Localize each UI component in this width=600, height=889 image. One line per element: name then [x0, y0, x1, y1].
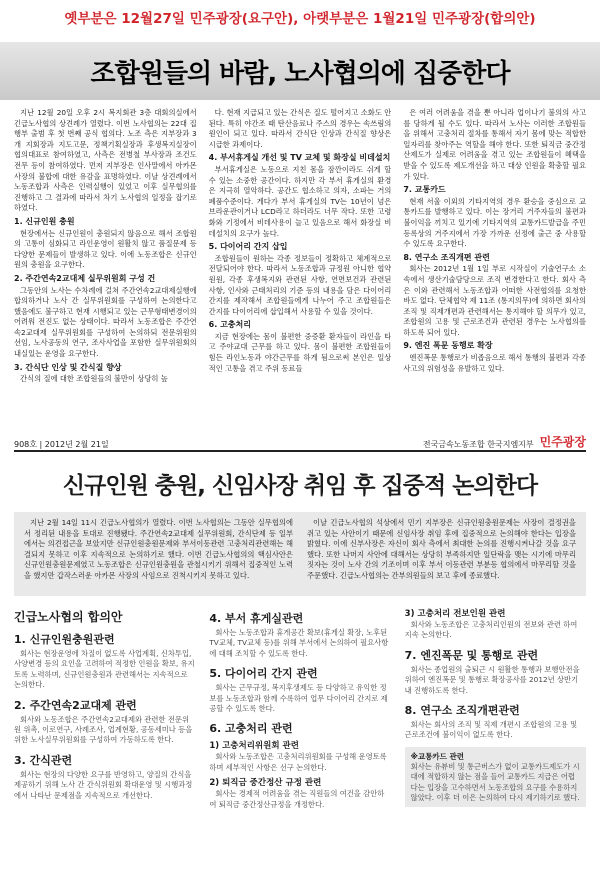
agreement-item-body: 회사는 현장의 다양한 요구를 반영하고, 양질의 간식을 제공하기 위해 노사 간 간식위원회 확대운영 및 시행과정에서 나타난 문제점을 지속적으로 개선한다.	[14, 769, 193, 800]
agreement-section	[14, 604, 586, 884]
agreement-item-body: 회사는 종업원의 출퇴근 시 원활한 통행과 보행안전을 위하여 엔진폭문 및 통행로 확장공사를 2012년 상반기 내 진행하도록 한다.	[404, 664, 580, 695]
agreement-item-body: 회사와 노동조합은 주간연속2교대제와 관련한 전문위원 위촉, 이로연구, 사례조사, 업계현황, 공동세미나 등을 위한 노사실무위원회를 구성하여 가동하도록 한다.	[14, 714, 193, 745]
article-column-2	[209, 108, 392, 434]
agreement-item-body: 회사와 노동조합은 고충처리위원회를 구성해 운영토록 하며 세부적인 사항은 선구 논의한다.	[209, 752, 387, 772]
agreement-item-heading: 6. 고충처리 관련	[209, 722, 293, 736]
top-banner-text: 옛부분은 12월27일 민주광장(요구안), 아랫부분은 1월21일 민주광장(합의안)	[64, 11, 536, 27]
transit-card-note	[405, 747, 586, 808]
agreement-item-heading: 7. 엔진폭문 및 통행로 관련	[404, 648, 539, 662]
paragraph: 은 여러 어려움을 겪을 뿐 아니라 업이나기 불의의 사고를 당하게 될 수도 있다. 따라서 노사는 이러한 조합원들을 위해서 고충처리 절차를 통해서 자기 몸에 맞는 적합한 일자리를 찾아주는 역할을 해야 한다. 또한 퇴직금 중간정산제도가 실제로 어려움을 겪고 있는 조합원들이 혜택을 받을 수 있도록 제도개선을 하고 대상 인원을 확충할 필요가 있다.	[403, 108, 586, 181]
section-heading: 6. 고충처리	[208, 320, 251, 330]
agreement-subitem-heading: 2) 퇴직금 중간정산 규정 관련	[209, 778, 322, 789]
section-heading: 8. 연구소 조직개편 관련	[403, 252, 490, 262]
section-heading: 1. 신규인원 충원	[14, 216, 75, 226]
agreement-item-heading: 3. 간식관련	[14, 753, 73, 767]
agreement-item-heading: 8. 연구소 조직개편관련	[404, 704, 520, 718]
transit-card-note-title: ※교통카드 관련	[410, 751, 465, 761]
section-heading: 5. 다이어리 간지 삽입	[208, 242, 288, 252]
agreement-item-body: 회사는 현장운영에 차질이 없도록 사업계획, 신차투입, 사양변경 등의 요인을 고려하여 적정한 인원을 확보, 유지토록 노력하며, 신규인원충원과 관련해서는 지속적으로 논의한다.	[14, 649, 195, 690]
headline-secondary-text: 신규인원 충원, 신임사장 취임 후 집중적 논의한다	[62, 472, 538, 499]
agreement-item-heading: 5. 다이어리 간지 관련	[209, 667, 318, 681]
paragraph: 다. 현재 지급되고 있는 간식은 질도 떨어지고 소화도 안된다. 특히 야간조 때 탄산음료나 주스의 경우는 속쓰림의 원인이 되고 있다. 따라서 간식단 인상과 간식질 향상은 시급한 과제이다.	[208, 108, 392, 149]
section-heading: 3. 간식단 인상 및 간식질 향상	[14, 362, 122, 372]
agreement-subitem-heading: 3) 고충처리 전보인원 관련	[404, 609, 506, 619]
agreement-item-body: 회사는 노동조합과 휴게공간 확보(휴게실 확장, 노후된 TV교체, TV교체 등)를 위해 부서에서 논의하여 필요사항에 대해 조치할 수 있도록 한다.	[209, 628, 389, 658]
paragraph: 현장에서는 신규인원이 충원되지 않음으로 해서 조합원의 고통이 심화되고 라인운영이 원활치 않고 품질문제 등 다양한 문제들이 발생하고 있다. 이에 노동조합은 신규인원의 충원을 요구한다.	[14, 228, 197, 270]
paragraph: 회사는 2012년 1월 1일 부로 시작실이 기술연구소 소속에서 생산기술담당으로 조직 변경한다고 한다. 회사 측은 이와 관련해서 노동조합과 어떠한 사전협의를 요청한 바도 없다. 단체협약 제 11조 (통지의무)에 의하면 회사의 조직 및 직제개편과 관련해서는 통지해야 할 의무가 있고, 조합원의 고용 및 근로조건과 관련된 경우는 노사협의를 하도록 되어 있다.	[403, 264, 586, 337]
headline-primary-text: 조합원들의 바람, 노사협의에 집중한다	[90, 58, 510, 89]
lead-box	[14, 512, 586, 596]
paragraph: 그동안의 노사는 수차례에 걸쳐 주간연속2교대제실행에 합의하거나 노사 간 실무위원회를 구성하여 논의한다고 했음에도 불구하고 현재 시행되고 있는 근무형태변경이의 어려워 전진도 없는 상태이다. 따라서 노동조합은 주간연속2교대제 실무위원회를 구성하여 논의하되 전문위원의 선임, 노사공동의 연구, 조사사업을 포함한 실무위원회의 내실있는 운영을 요구한다.	[14, 285, 197, 359]
paragraph: 조합원들이 원하는 각종 정보들이 정확하고 체계적으로 전달되어야 한다. 따라서 노동조합과 규정원 아니한 협약원원, 각종 후생복지와 관련된 사항, 연면보건과 관련된 사항, 인사와 근태처리의 기준 등의 내용을 담은 다이어리 간지를 제작해서 조합원들에게 나누어 주고 조합원들은 간지를 다이어리에 삽입해서 사용할 수 있을 것이다.	[208, 253, 392, 316]
agreement-item-body: 회사는 회사의 조직 및 직제 개편시 조합원의 고용 및 근로조건에 불이익이 없도록 한다.	[404, 720, 578, 740]
issue-date: 908호 | 2012년 2월 21일	[14, 440, 109, 449]
section-heading: 4. 부서휴게실 개선 및 TV 교체 및 화장실 비데설치	[208, 153, 391, 163]
agreement-item-body: 회사는 경제적 어려움을 겪는 직원들의 여건을 감안하여 퇴직금 중간정산규정을 개정한다.	[209, 789, 385, 809]
issue-footer	[14, 436, 586, 452]
agreement-item-body: 회사와 노동조합은 고충처리인원의 전보와 관련 하여 지속 논의한다.	[404, 620, 578, 640]
agreement-items-1	[14, 631, 195, 801]
article-body	[14, 108, 586, 434]
paragraph: 부서휴게실은 노동으로 지친 몸을 잠깐이라도 쉬게 할 수 있는 소중한 공간이다. 하지만 각 부서 휴게실의 환경은 지극히 열악하다. 공간도 협소하고 의자, 소파는 거의 폐품수준이다. 게다가 부서 휴게실의 TV는 10년이 넘은 브라운관이거나 LCD라고 하더라도 너무 작다. 또한 고령화와 기정에서 비데사용이 늘고 있음으로 해서 화장실 비데설치의 요구가 높다.	[208, 164, 392, 238]
headline-secondary	[0, 458, 600, 508]
agreement-column-1	[14, 604, 195, 884]
paragraph: 지난 12월 20일 오후 2시 복지회관 3층 대회의실에서 긴급노사협의 상견례가 열렸다. 이번 노사협의는 22대 집행부 출범 후 첫 번째 공식 협의다. 노조 측은 지부장과 3개 지회장과 지도고문, 정책기획실장과 후생복지실장이 협의대표로 참여하였고, 사측은 전병철 부사장과 조건도 전무 등이 참여하였다. 먼저 지부장은 인사말에서 아카몬 사장의 불합에 대한 유감을 표명하였다. 이날 상견례에서 노동조합과 사측은 인력실행이 있었고 이후 실무협의를 진행하고 그 결과에 따라서 차기 노사협의 일정을 잡기로 하였다.	[14, 108, 197, 213]
headline-primary	[0, 42, 600, 100]
agreement-subitem-heading: 1) 고충처리위원회 관련	[209, 741, 299, 752]
agreement-title: 긴급노사협의 합의안	[14, 610, 123, 624]
lead-right: 이날 긴급노사협의 석상에서 민기 지부장은 신규인원충원문제는 사장이 결정권을 쥐고 있는 사안이기 때문에 신임사장 취임 후에 집중적으로 논의해야 한다는 입장을 밝혔다. 이에 신부사장은 자신이 회사 측에서 최대한 논의를 진행시켜나갈 것을 요구했다. 또한 나머지 사안에 대해서는 상당히 부족하지만 일단락을 맺는 시기에 마무리 짓자는 것이 노사 간의 기조이며 이후 부서 이동관련 부분등 협의에서 마무리할 것을 주문했다. 긴급노사협의는 간부의원들의 보고 후에 종료했다.	[307, 518, 576, 580]
union-name: 전국금속노동조합 한국지엠지부	[422, 440, 534, 449]
paragraph: 간식의 질에 대한 조합원들의 불만이 상당히 높	[20, 374, 168, 384]
agreement-column-2	[209, 604, 390, 884]
article-column-3	[403, 108, 586, 434]
newsletter-brand: 민주광장	[539, 435, 586, 449]
section-heading: 9. 엔진 폭문 동행로 확장	[403, 341, 493, 351]
top-banner	[0, 0, 600, 34]
agreement-item-heading: 1. 신규인원충원관련	[14, 633, 115, 646]
agreement-item-heading: 2. 주간연속2교대제 관련	[14, 698, 137, 712]
article-column-1	[14, 108, 197, 434]
agreement-item-heading: 4. 부서 휴게실관련	[209, 612, 304, 625]
section-heading: 7. 교통카드	[403, 185, 446, 195]
section-heading: 2. 주간연속2교대제 실무위원회 구성 건	[14, 273, 156, 283]
agreement-column-3	[405, 604, 586, 884]
agreement-items-2	[209, 610, 390, 810]
paragraph: 현재 서울 이외의 기타지역의 경우 환승을 중심으로 교통카드를 발행하고 있다. 이는 장거리 거주자들의 불편과 불이익을 끼치고 있기에 기타지역의 교통카드발급을 주민등록상의 거주지에서 가장 가까운 선정에 출근 중 사용할 수 있도록 요구한다.	[403, 196, 586, 249]
paragraph: 지금 현장에는 몸이 불편한 중증환 환자들이 라인을 타고 주야교대 근무를 하고 있다. 몸이 불편한 조합원들이 힘든 라인노동과 야간근무를 하게 됨으로써 본인은 일상적인 고통을 겪고 주위 동료들	[208, 331, 392, 373]
paragraph: 엔진폭문 통행로가 비좁음으로 해서 통행의 불편과 각종 사고의 위험성을 유발하고 있다.	[403, 353, 586, 373]
transit-card-note-body: 회사는 유뷰비 및 통근버스가 없이 교통카드제도가 시대에 적합하지 않는 점을 들어 교통카드 지급은 어렵다는 입장을 고수하면서 노동조합의 요구를 수용하지 않았다. 이후 더 이은 논의하여 다시 제기하기로 했다.	[410, 761, 580, 803]
lead-left: 지난 2월 14일 11시 긴급노사협의가 열렸다. 이번 노사협의는 그동안 실무협의에서 정리된 내용을 토대로 진행됐다. 주간연속2교대제 실무위원회, 간식단제 등 일부에서는 의견접근을 보았지만 신규인원충원문제와 부서이동관련 고충처리관련해는 해결되지 못하고 이후 지속적으로 논의하기로 했다. 이번 긴급노사협의의 핵심사안은 신규인원충원문제였고 노동조합은 신규인원충원을 관철시키기 위해서 집중적인 노력을 했지만 갑작스러운 아카몬 사장의 사임으로 진척시키지 못하고 있다.	[24, 518, 293, 580]
agreement-items-3	[405, 607, 586, 741]
agreement-item-body: 회사는 근무규정, 복지후생제도 등 다양하고 유익한 정보를 노동조합과 함께 수록하여 업무 다이어리 간지로 제공할 수 있도록 한다.	[209, 683, 388, 714]
